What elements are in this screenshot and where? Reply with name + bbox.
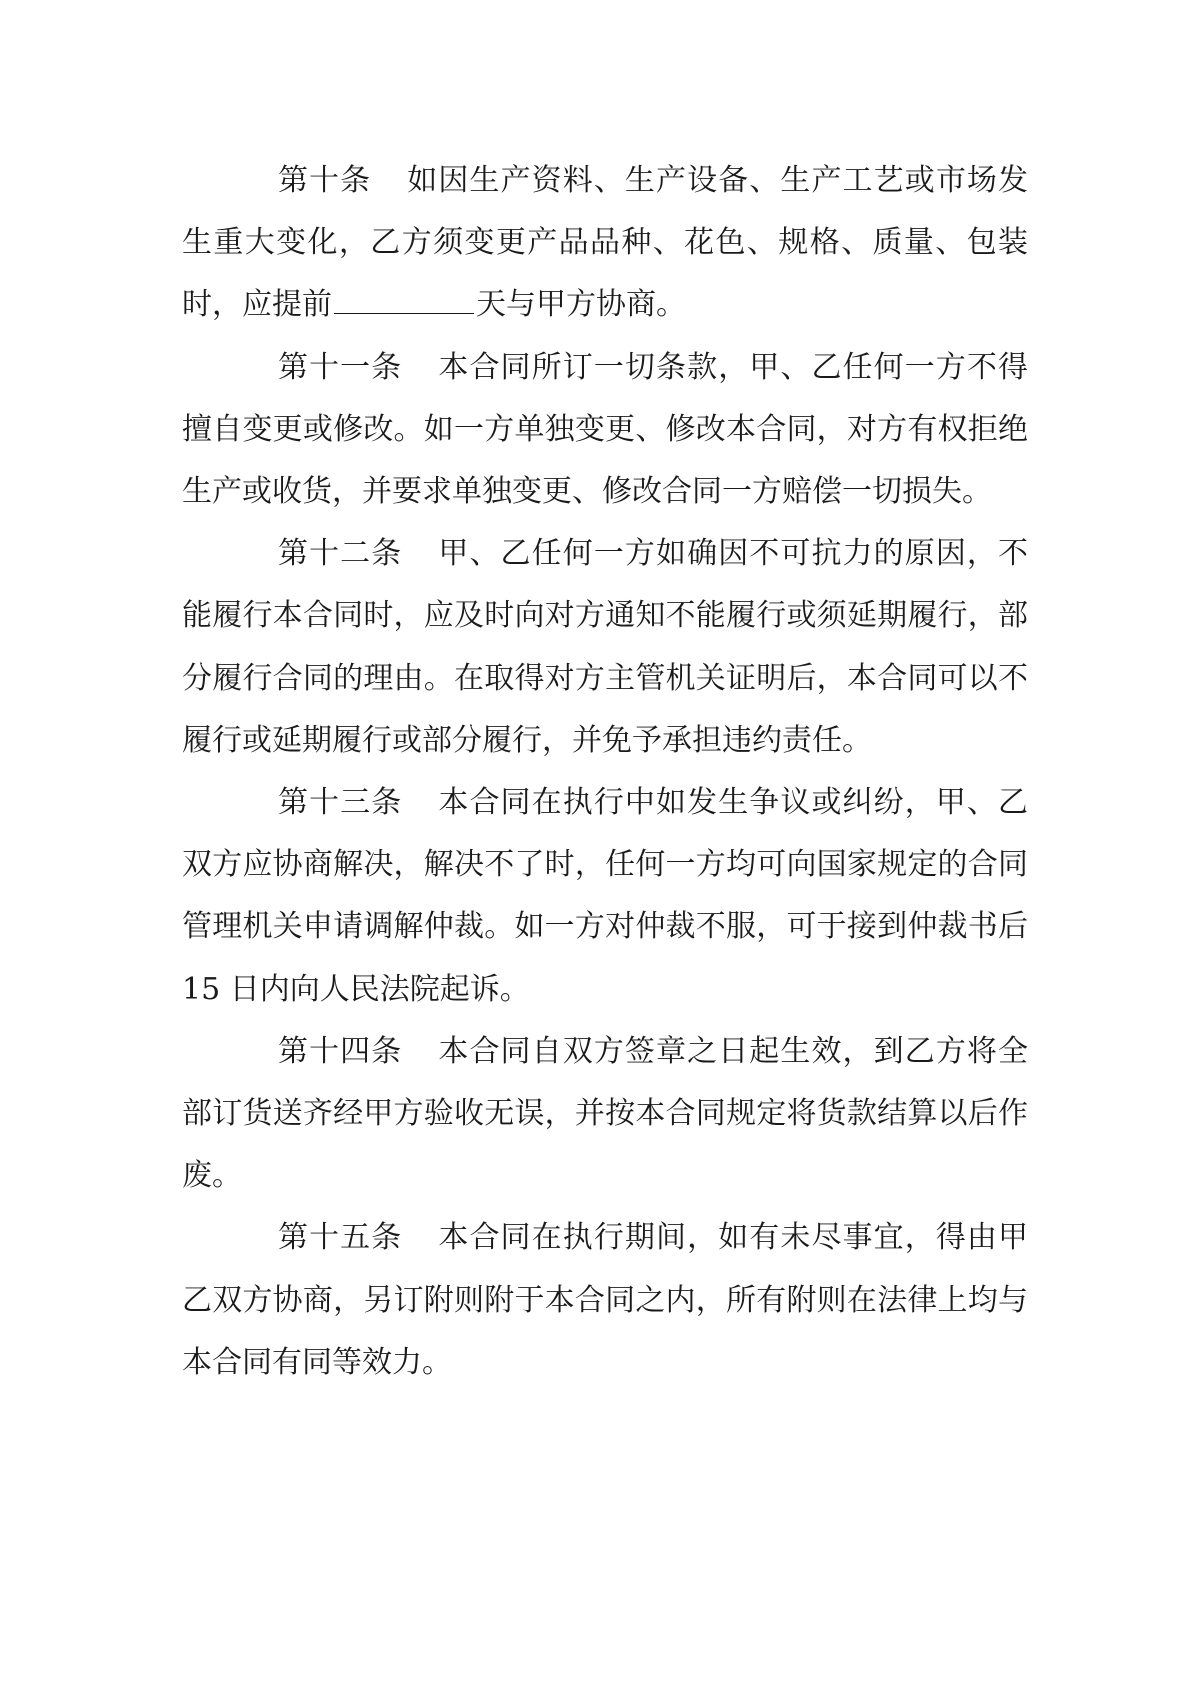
clause-number: 第十五条 <box>278 1220 403 1256</box>
clause-12 <box>182 523 1028 772</box>
clause-number: 第十四条 <box>278 1033 403 1069</box>
clause-text: 本合同在执行期间，如有未尽事宜，得由甲乙双方协商，另订附则附于本合同之内，所有附则在法律上均与本合同有同等效力。 <box>182 1220 1029 1380</box>
clause-text: 如因生产资料、生产设备、生产工艺或市场发生重大变化，乙方须变更产品品种、花色、规格、质量、包装时，应提前 <box>182 163 1029 323</box>
contract-body <box>182 150 1028 1394</box>
clause-number: 第十二条 <box>278 536 403 572</box>
clause-text: 甲、乙任何一方如确因不可抗力的原因，不能履行本合同时，应及时向对方通知不能履行或须延期履行，部分履行合同的理由。在取得对方主管机关证明后，本合同可以不履行或延期履行或部分履行，并免予承担违约责任。 <box>182 536 1029 758</box>
clause-number: 第十一条 <box>278 349 403 385</box>
clause-text: 本合同自双方签章之日起生效，到乙方将全部订货送齐经甲方验收无误，并按本合同规定将货款结算以后作废。 <box>182 1033 1029 1194</box>
clause-10 <box>182 150 1028 337</box>
clause-number: 第十条 <box>278 163 372 198</box>
clause-text: 本合同所订一切条款，甲、乙任何一方不得擅自变更或修改。如一方单独变更、修改本合同，对方有权拒绝生产或收货，并要求单独变更、修改合同一方赔偿一切损失。 <box>182 349 1029 510</box>
clause-14 <box>182 1021 1028 1208</box>
clause-15 <box>182 1207 1028 1394</box>
fill-in-blank[interactable] <box>334 287 474 314</box>
clause-text: 本合同在执行中如发生争议或纠纷，甲、乙双方应协商解决，解决不了时，任何一方均可向国家规定的合同管理机关申请调解仲裁。如一方对仲裁不服，可于接到仲裁书后 15 日内向人民法院起诉。 <box>182 785 1029 1007</box>
clause-number: 第十三条 <box>278 785 403 821</box>
clause-13 <box>182 772 1028 1021</box>
clause-11 <box>182 337 1028 524</box>
clause-text-continued: 天与甲方协商。 <box>476 287 686 323</box>
